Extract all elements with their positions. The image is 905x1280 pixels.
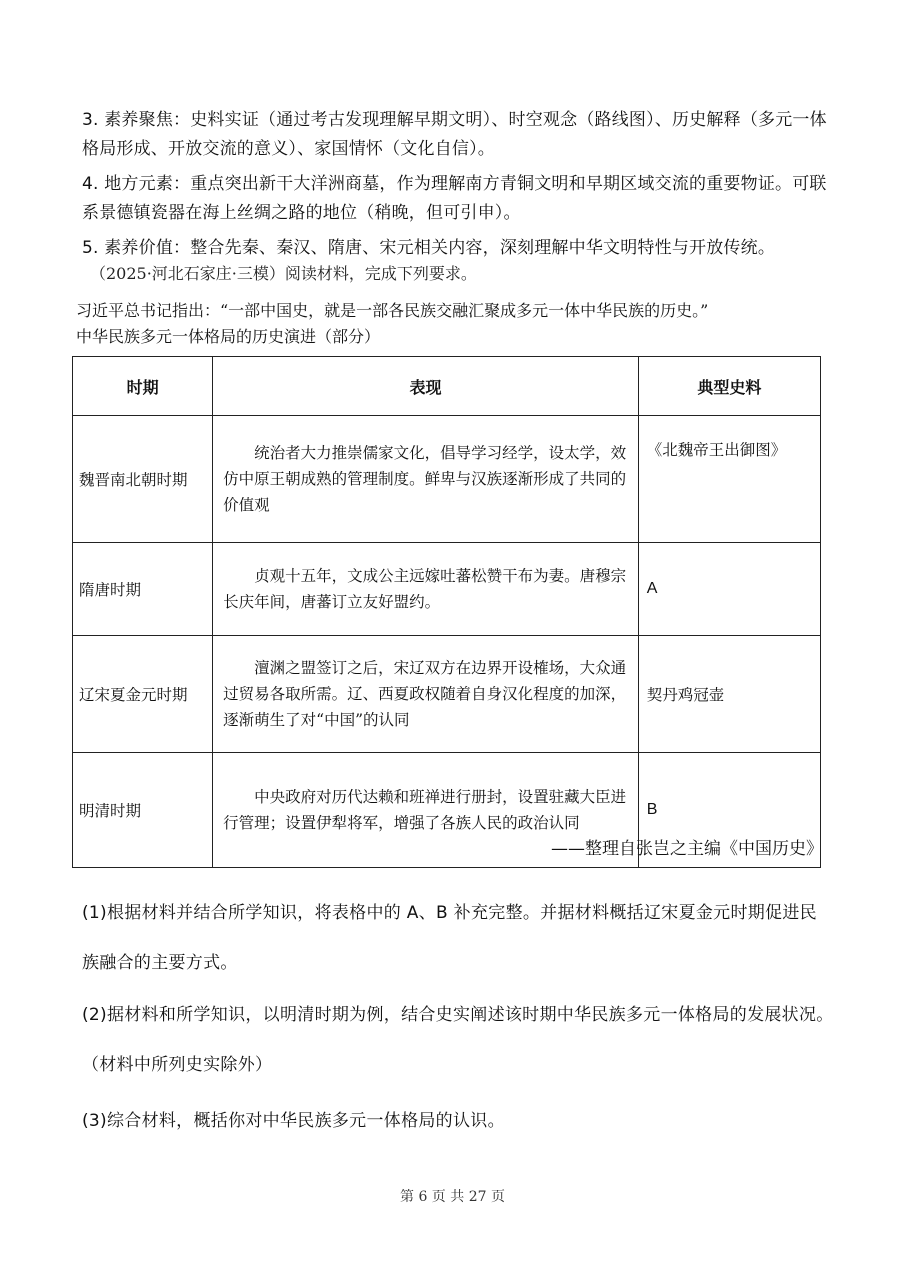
question-3-text: (3)综合材料，概括你对中华民族多元一体格局的认识。: [82, 1111, 505, 1131]
source-attribution: ——整理自张岂之主编《中国历史》: [551, 839, 823, 859]
header-source: 典型史料: [638, 357, 820, 416]
page-number-footer: 第 6 页 共 27 页: [400, 1189, 505, 1205]
header-performance: 表现: [213, 357, 639, 416]
material-quote: [76, 298, 836, 350]
exam-source-line: （2025·河北石家庄·三模）阅读材料，完成下列要求。: [90, 264, 477, 283]
cell-period: 明清时期: [73, 753, 213, 868]
header-period: 时期: [73, 357, 213, 416]
table-row: [73, 416, 821, 543]
question-1: [82, 888, 834, 988]
intro-summary: [82, 106, 834, 269]
cell-source: 《北魏帝王出御图》: [638, 416, 820, 543]
cell-period: 魏晋南北朝时期: [73, 416, 213, 543]
intro-point-4: 4. 地方元素：重点突出新干大洋洲商墓，作为理解南方青铜文明和早期区域交流的重要物证。可联系景德镇瓷器在海上丝绸之路的地位（稍晚，但可引申）。: [82, 174, 827, 223]
table-row: [73, 543, 821, 636]
table-row: [73, 636, 821, 753]
cell-source-blank-a: A: [638, 543, 820, 636]
history-table: [72, 356, 821, 868]
question-2-text: (2)据材料和所学知识，以明清时期为例，结合史实阐述该时期中华民族多元一体格局的发展状况。（材料中所列史实除外）: [82, 1005, 834, 1075]
cell-period: 辽宋夏金元时期: [73, 636, 213, 753]
cell-performance: 澶渊之盟签订之后，宋辽双方在边界开设榷场，大众通过贸易各取所需。辽、西夏政权随着自身汉化程度的加深，逐渐萌生了对“中国”的认同: [213, 636, 639, 753]
question-3: [82, 1096, 834, 1146]
cell-period: 隋唐时期: [73, 543, 213, 636]
cell-source-blank-b: B: [638, 753, 820, 868]
intro-point-5: 5. 素养价值：整合先秦、秦汉、隋唐、宋元相关内容，深刻理解中华文明特性与开放传统。: [82, 238, 776, 258]
question-2: [82, 990, 834, 1090]
cell-performance: 中央政府对历代达赖和班禅进行册封，设置驻藏大臣进行管理；设置伊犁将军，增强了各族人民的政治认同: [213, 753, 639, 868]
table-caption: 中华民族多元一体格局的历史演进（部分）: [76, 327, 381, 346]
cell-performance: 统治者大力推崇儒家文化，倡导学习经学，设太学，效仿中原王朝成熟的管理制度。鲜卑与汉族逐渐形成了共同的价值观: [213, 416, 639, 543]
cell-source: 契丹鸡冠壶: [638, 636, 820, 753]
question-1-text: (1)根据材料并结合所学知识，将表格中的 A、B 补充完整。并据材料概括辽宋夏金元时期促进民族融合的主要方式。: [82, 903, 817, 973]
intro-point-3: 3. 素养聚焦：史料实证（通过考古发现理解早期文明）、时空观念（路线图）、历史解释（多元一体格局形成、开放交流的意义）、家国情怀（文化自信）。: [82, 110, 827, 159]
cell-performance: 贞观十五年，文成公主远嫁吐蕃松赞干布为妻。唐穆宗长庆年间，唐蕃订立友好盟约。: [213, 543, 639, 636]
table-header-row: [73, 357, 821, 416]
quote-text: 习近平总书记指出：“一部中国史，就是一部各民族交融汇聚成多元一体中华民族的历史。”: [76, 301, 709, 320]
